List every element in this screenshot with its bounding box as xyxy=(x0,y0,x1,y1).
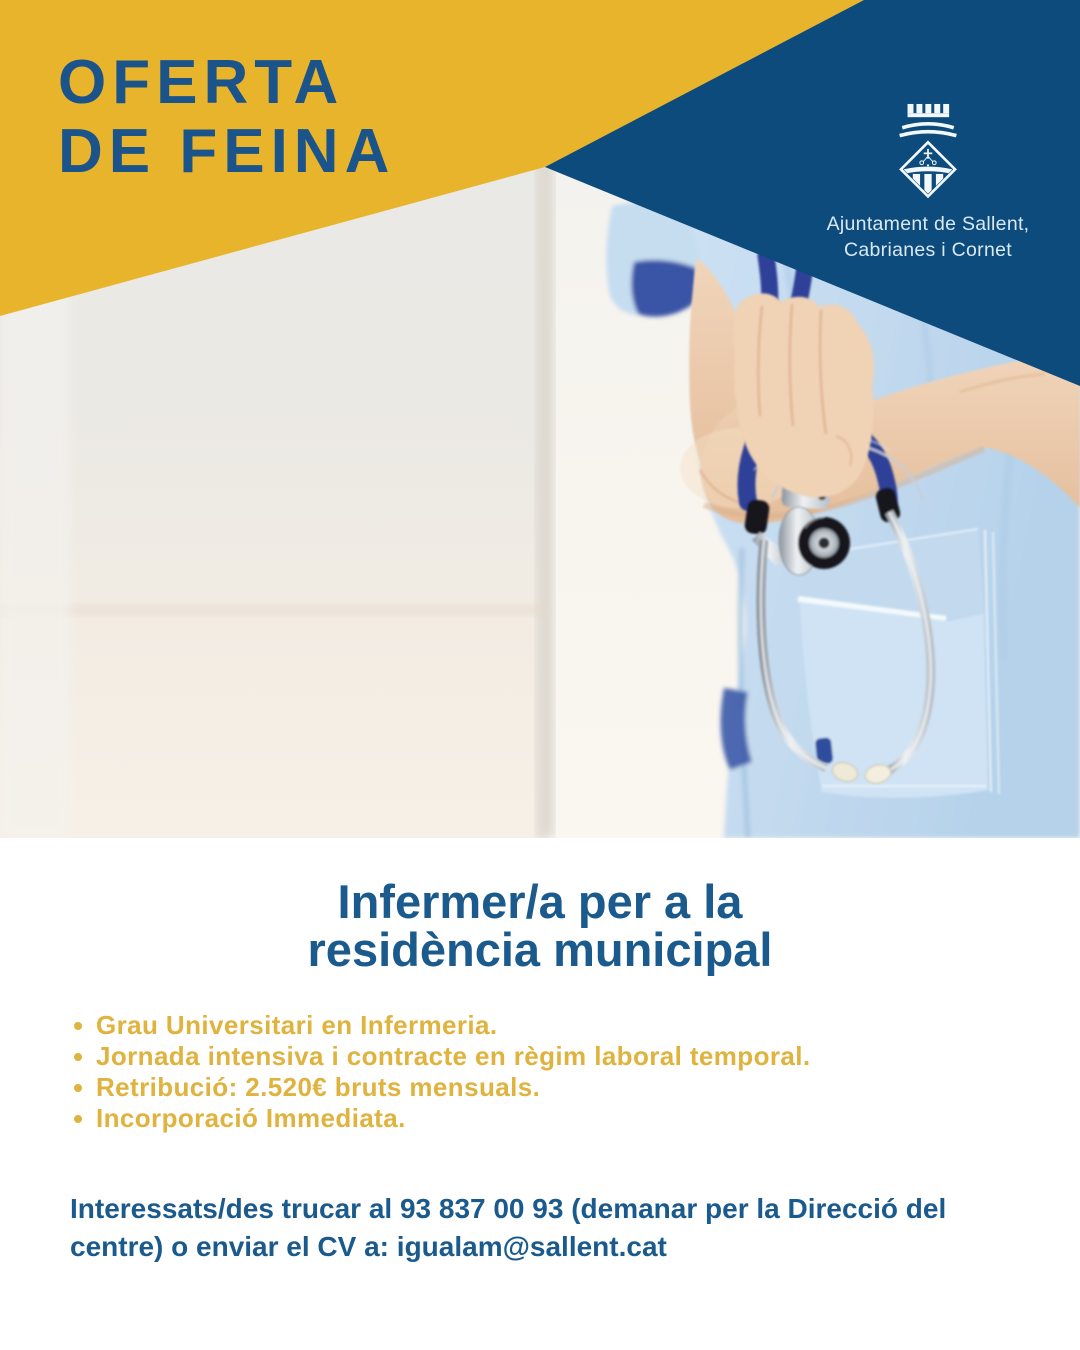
job-title-line2: residència municipal xyxy=(307,923,773,976)
crest-bridge xyxy=(904,167,953,197)
headline-line2: DE FEINA xyxy=(58,117,396,186)
contact-line2: centre) o enviar el CV a: igualam@sallent.cat xyxy=(70,1231,667,1262)
requirement-item: Jornada intensiva i contracte en règim laboral temporal. xyxy=(72,1041,811,1072)
municipality-branding xyxy=(778,100,1078,263)
chest-pocket xyxy=(798,529,999,798)
job-title-line1: Infermer/a per a la xyxy=(337,875,743,928)
crest-ornament xyxy=(920,149,936,167)
requirement-item: Grau Universitari en Infermeria. xyxy=(72,1010,811,1041)
contact-line1: Interessats/des trucar al 93 837 00 93 (demanar per la Direcció del xyxy=(70,1193,947,1224)
requirement-item: Retribució: 2.520€ bruts mensuals. xyxy=(72,1072,811,1103)
requirements-list xyxy=(72,1010,811,1134)
poster-headline xyxy=(58,48,395,186)
job-title xyxy=(0,875,1080,976)
municipal-crest-icon xyxy=(895,100,961,203)
organization-name xyxy=(778,211,1078,263)
organization-name-line1: Ajuntament de Sallent, xyxy=(826,213,1030,235)
contact-info xyxy=(70,1190,1050,1266)
organization-name-line2: Cabrianes i Cornet xyxy=(844,239,1012,261)
requirement-item: Incorporació Immediata. xyxy=(72,1103,811,1134)
headline-line1: OFERTA xyxy=(58,48,345,117)
wall-corner-shadow xyxy=(536,162,554,838)
content-section xyxy=(0,838,1080,1350)
